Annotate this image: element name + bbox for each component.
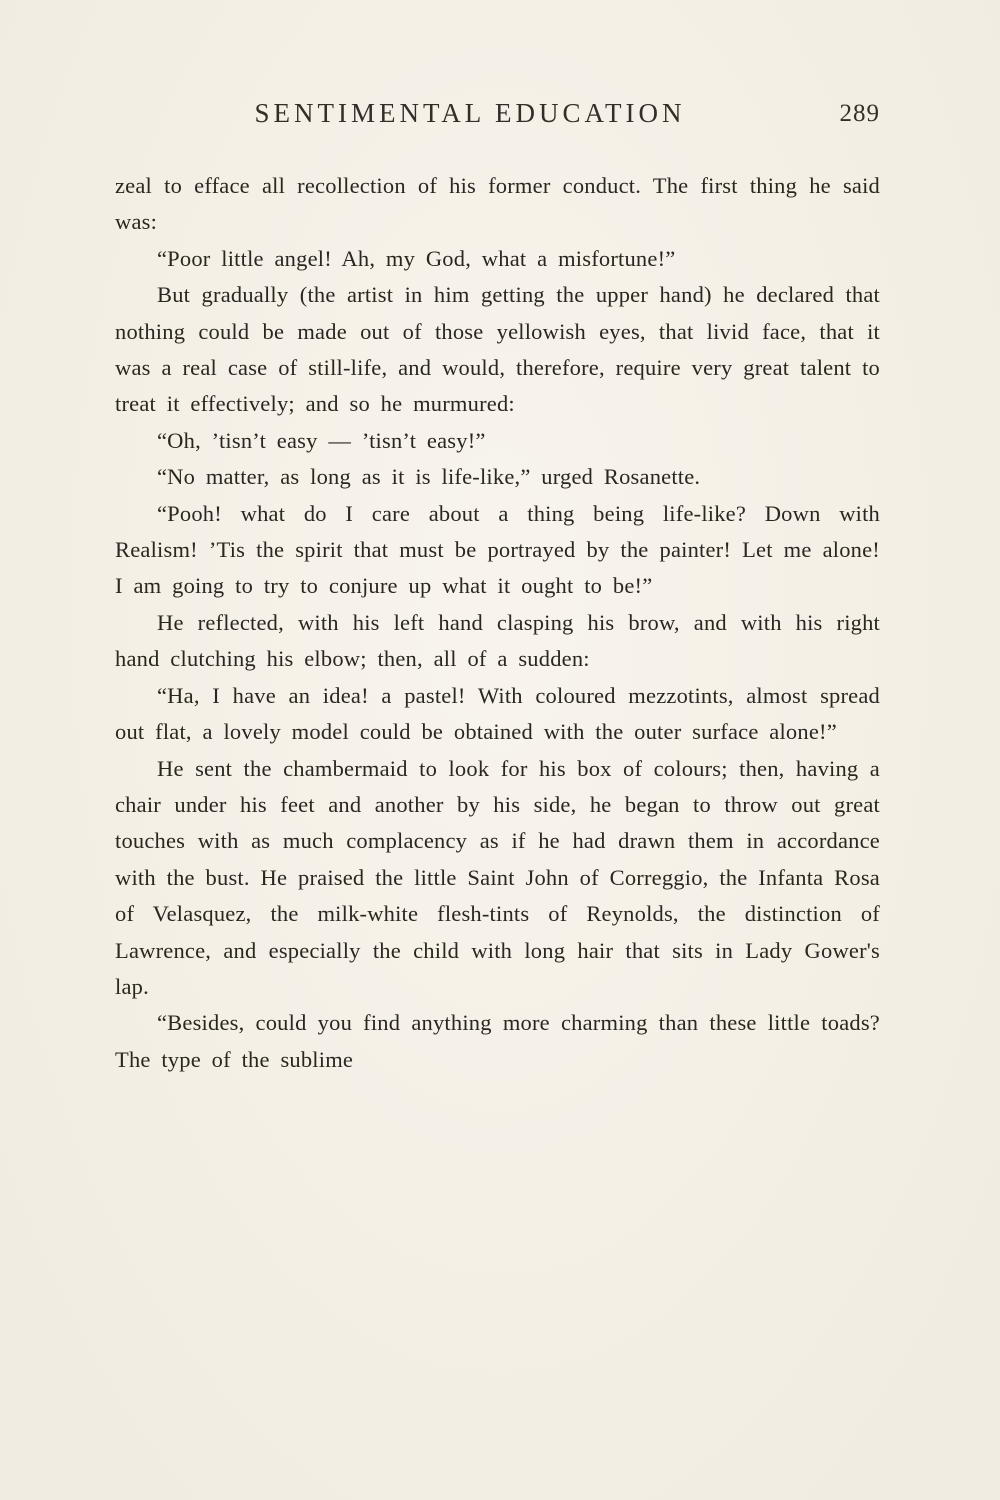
paragraph: But gradually (the artist in him getting the upper hand) he declared that nothing could be made out of those yellowish eyes, that livid face, that it was a real case of still-life, and would, therefore, require very great talent to treat it effectively; and so he murmured:	[115, 282, 880, 417]
paragraph: zeal to efface all recollection of his former conduct. The first thing he said was:	[115, 173, 880, 235]
page-title: SENTIMENTAL EDUCATION	[254, 98, 686, 128]
paragraph: “Pooh! what do I care about a thing being life-like? Down with Realism! ’Tis the spirit that must be portrayed by the painter! Let me alone! I am going to try to conjure up what it ought to be!”	[115, 500, 880, 599]
paragraph: “Poor little angel! Ah, my God, what a misfortune!”	[157, 245, 676, 271]
page-body	[115, 168, 880, 1078]
paragraph: He sent the chambermaid to look for his box of colours; then, having a chair under his feet and another by his side, he began to throw out great touches with as much complacency as if he had drawn them in accordance with the bust. He praised the little Saint John of Correggio, the Infanta Rosa of Velasquez, the milk-white flesh-tints of Reynolds, the distinction of Lawrence, and especially the child with long hair that sits in Lady Gower's lap.	[115, 755, 880, 999]
paragraph: “No matter, as long as it is life-like,” urged Rosanette.	[157, 464, 701, 490]
page-number: 289	[839, 100, 880, 127]
paragraph: He reflected, with his left hand clasping his brow, and with his right hand clutching his elbow; then, all of a sudden:	[115, 609, 880, 672]
paragraph: “Oh, ’tisn’t easy — ’tisn’t easy!”	[157, 427, 486, 453]
running-head	[115, 98, 880, 138]
paragraph: “Ha, I have an idea! a pastel! With coloured mezzotints, almost spread out flat, a lovely model could be obtained with the outer surface alone!”	[115, 682, 880, 745]
paragraph: “Besides, could you find anything more charming than these little toads? The type of the sublime	[115, 1010, 880, 1072]
